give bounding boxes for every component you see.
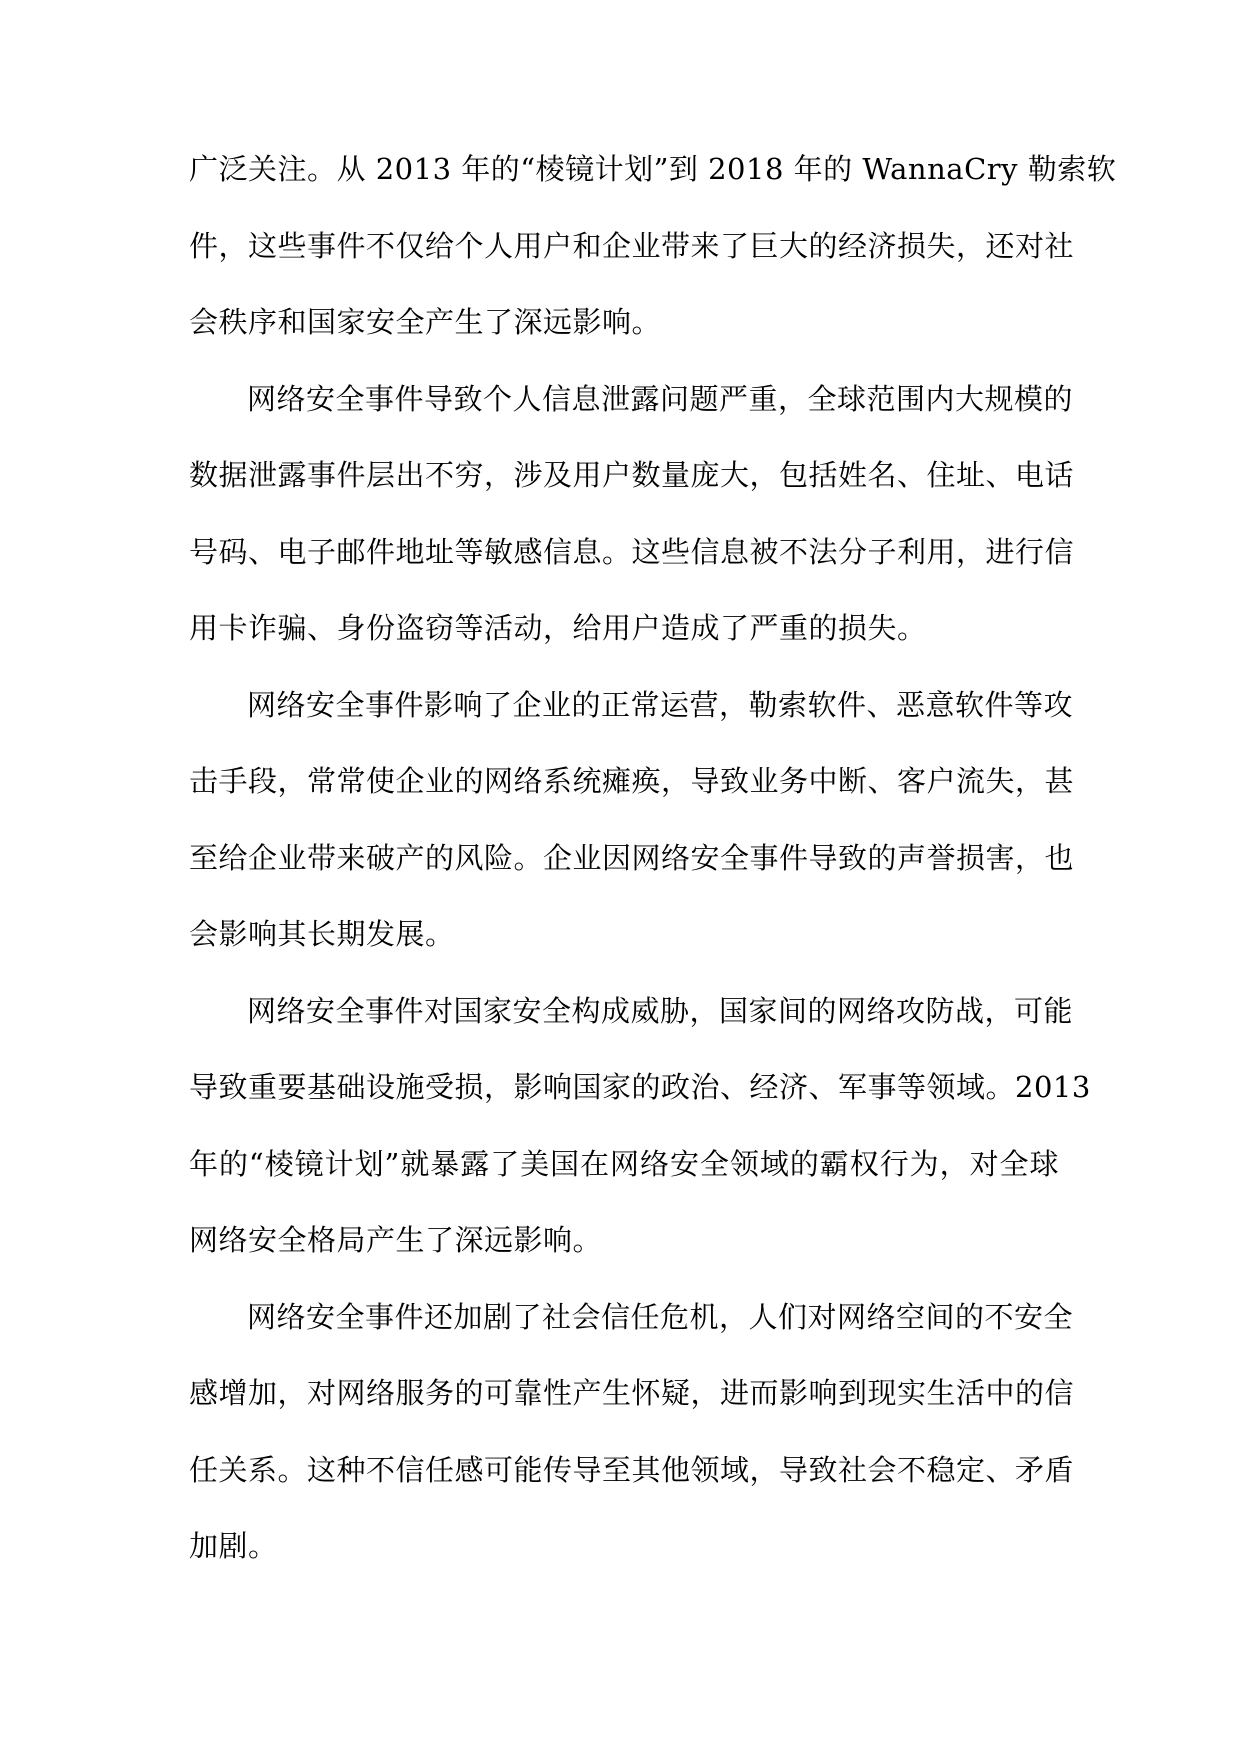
paragraph-5-line-2: 感增加，对网络服务的可靠性产生怀疑，进而影响到现实生活中的信	[189, 1376, 1075, 1410]
paragraph-1-line-3: 会秩序和国家安全产生了深远影响。	[189, 305, 662, 339]
paragraph-2-line-3: 号码、电子邮件地址等敏感信息。这些信息被不法分子利用，进行信	[189, 534, 1075, 569]
paragraph-1-line-2: 件，这些事件不仅给个人用户和企业带来了巨大的经济损失，还对社	[189, 228, 1075, 263]
paragraph-3-line-3: 至给企业带来破产的风险。企业因网络安全事件导致的声誉损害，也	[189, 840, 1075, 875]
paragraph-4-line-1: 网络安全事件对国家安全构成威胁，国家间的网络攻防战，可能	[247, 993, 1074, 1028]
paragraph-3-line-2: 击手段，常常使企业的网络系统瘫痪，导致业务中断、客户流失，甚	[189, 764, 1075, 798]
paragraph-1-line-1: 广泛关注。从 2013 年的“棱镜计划”到 2018 年的 WannaCry 勒索软	[189, 152, 1117, 186]
paragraph-5-line-3: 任关系。这种不信任感可能传导至其他领域，导致社会不稳定、矛盾	[189, 1452, 1075, 1487]
document-body	[189, 150, 1117, 1604]
paragraph-4-line-4: 网络安全格局产生了深远影响。	[189, 1223, 603, 1257]
paragraph-2-line-1: 网络安全事件导致个人信息泄露问题严重，全球范围内大规模的	[247, 381, 1074, 416]
paragraph-3-line-1: 网络安全事件影响了企业的正常运营，勒索软件、恶意软件等攻	[247, 687, 1074, 722]
paragraph-5-line-4: 加剧。	[189, 1529, 278, 1563]
paragraph-2-line-2: 数据泄露事件层出不穷，涉及用户数量庞大，包括姓名、住址、电话	[189, 458, 1075, 492]
paragraph-4-line-2: 导致重要基础设施受损，影响国家的政治、经济、军事等领域。2013	[189, 1070, 1091, 1104]
paragraph-4-line-3: 年的“棱镜计划”就暴露了美国在网络安全领域的霸权行为，对全球	[189, 1146, 1059, 1181]
paragraph-2-line-4: 用卡诈骗、身份盗窃等活动，给用户造成了严重的损失。	[189, 611, 927, 645]
paragraph-3-line-4: 会影响其长期发展。	[189, 917, 455, 951]
paragraph-5-line-1: 网络安全事件还加剧了社会信任危机，人们对网络空间的不安全	[247, 1299, 1074, 1334]
